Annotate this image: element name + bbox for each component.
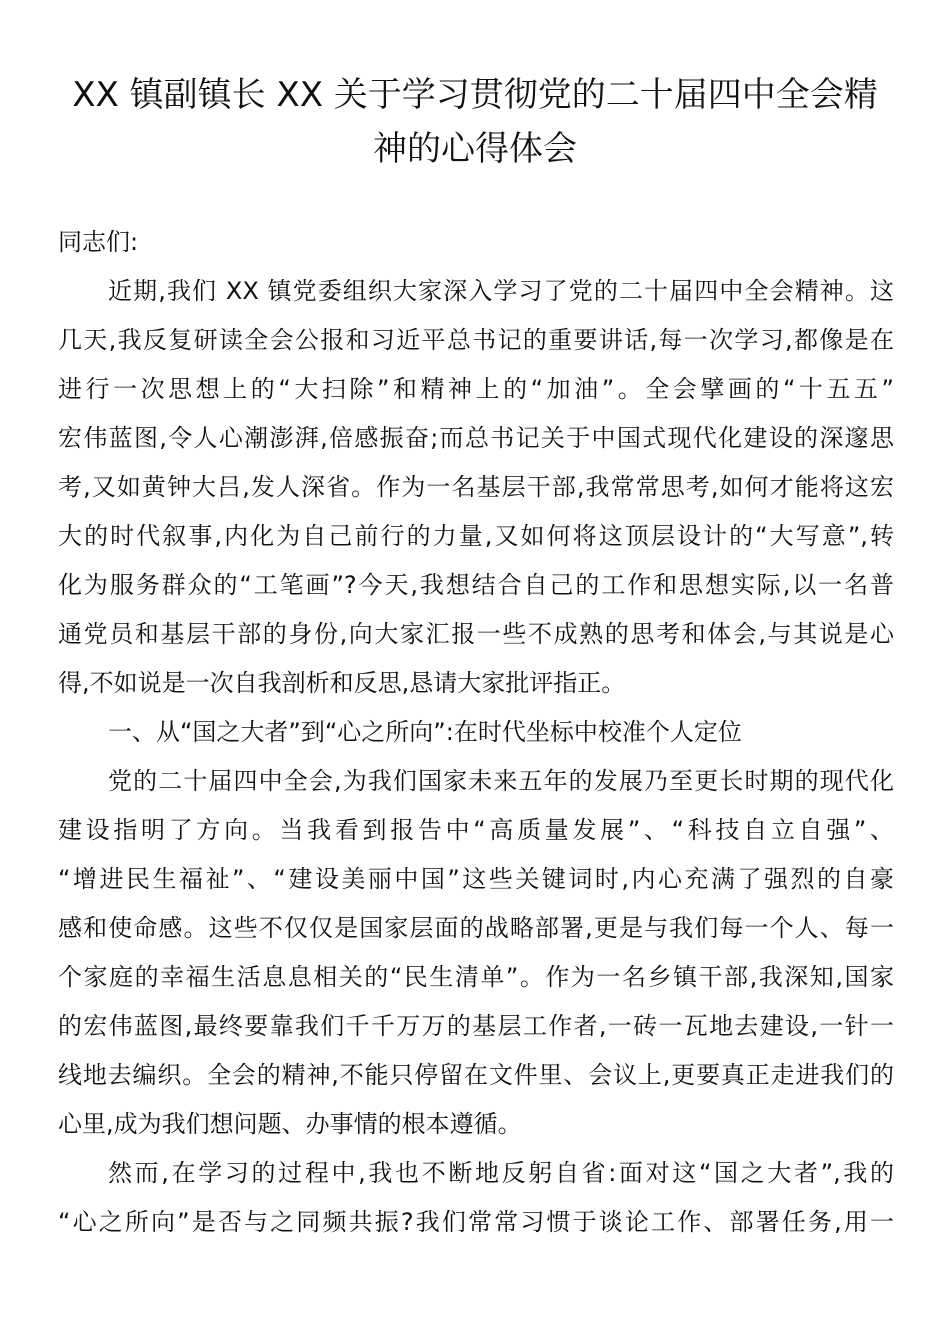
title-line-2: 神的心得体会 bbox=[373, 129, 577, 169]
paragraph-line: 然而,在学习的过程中,我也不断地反躬自省:面对这“国之大者”,我的 bbox=[108, 1159, 894, 1187]
paragraph-line: 党的二十届四中全会,为我们国家未来五年的发展乃至更长时期的现代化 bbox=[108, 767, 894, 795]
paragraph-line: 宏伟蓝图,令人心潮澎湃,倍感振奋;而总书记关于中国式现代化建设的深邃思 bbox=[58, 424, 894, 452]
paragraph-line: 考,又如黄钟大吕,发人深省。作为一名基层干部,我常常思考,如何才能将这宏 bbox=[58, 473, 894, 501]
paragraph-line: 建设指明了方向。当我看到报告中“高质量发展”、“科技自立自强”、 bbox=[58, 816, 894, 844]
paragraph-line: 感和使命感。这些不仅仅是国家层面的战略部署,更是与我们每一个人、每一 bbox=[58, 914, 894, 942]
paragraph-line: 进行一次思想上的“大扫除”和精神上的“加油”。全会擘画的“十五五” bbox=[58, 375, 894, 403]
section-heading: 一、从“国之大者”到“心之所向”:在时代坐标中校准个人定位 bbox=[108, 718, 742, 746]
paragraph-line: 的宏伟蓝图,最终要靠我们千千万万的基层工作者,一砖一瓦地去建设,一针一 bbox=[58, 1012, 894, 1040]
paragraph-line: 大的时代叙事,内化为自己前行的力量,又如何将这顶层设计的“大写意”,转 bbox=[58, 522, 894, 550]
paragraph-line: 近期,我们 XX 镇党委组织大家深入学习了党的二十届四中全会精神。这 bbox=[108, 277, 894, 305]
paragraph-line: 得,不如说是一次自我剖析和反思,恳请大家批评指正。 bbox=[58, 669, 626, 697]
paragraph-line: 心里,成为我们想问题、办事情的根本遵循。 bbox=[58, 1110, 522, 1138]
paragraph-line: “心之所向”是否与之同频共振?我们常常习惯于谈论工作、部署任务,用一 bbox=[58, 1208, 894, 1236]
section-paragraph-2 bbox=[58, 1155, 894, 1253]
paragraph-line: 化为服务群众的“工笔画”?今天,我想结合自己的工作和思想实际,以一名普 bbox=[58, 571, 894, 599]
title-line-1: XX 镇副镇长 XX 关于学习贯彻党的二十届四中全会精 bbox=[72, 75, 878, 115]
paragraph-line: 通党员和基层干部的身份,向大家汇报一些不成熟的思考和体会,与其说是心 bbox=[58, 620, 894, 648]
paragraph-line: “增进民生福祉”、“建设美丽中国”这些关键词时,内心充满了强烈的自豪 bbox=[58, 865, 894, 893]
document-body bbox=[58, 224, 894, 1253]
paragraph-line: 线地去编织。全会的精神,不能只停留在文件里、会议上,更要真正走进我们的 bbox=[58, 1061, 894, 1089]
greeting: 同志们: bbox=[58, 228, 139, 256]
paragraph-line: 个家庭的幸福生活息息相关的“民生清单”。作为一名乡镇干部,我深知,国家 bbox=[58, 963, 894, 991]
paragraph-line: 几天,我反复研读全会公报和习近平总书记的重要讲话,每一次学习,都像是在 bbox=[58, 326, 894, 354]
intro-paragraph bbox=[58, 273, 894, 714]
section-paragraph-1 bbox=[58, 763, 894, 1155]
document-title bbox=[56, 68, 894, 176]
